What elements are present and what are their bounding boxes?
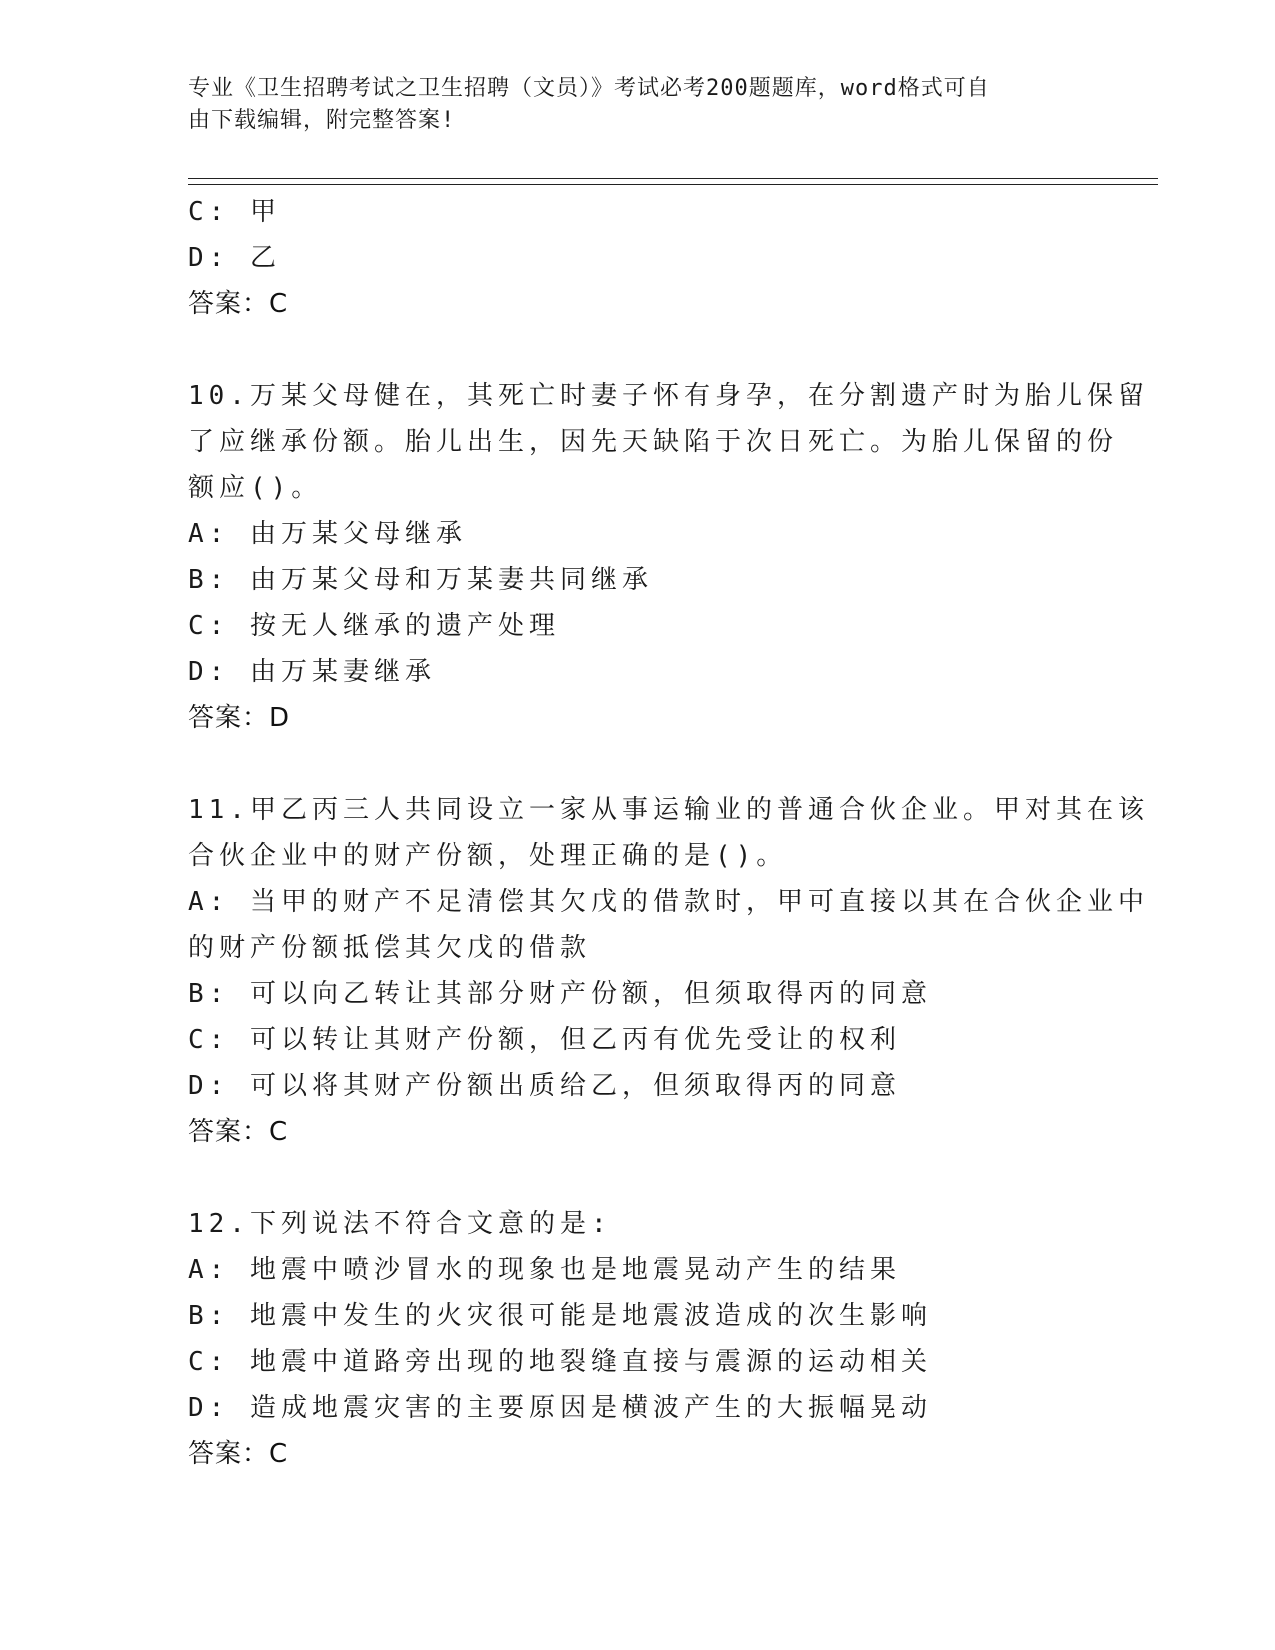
question-stem: 合伙企业中的财产份额，处理正确的是()。 [188,841,788,871]
question-11 [188,787,1149,1155]
answer-line: 答案：D [188,703,291,733]
answer-line: 答案：C [188,289,289,319]
option-a: A: 由万某父母继承 [188,519,467,549]
document-header [188,73,1068,137]
header-line-2: 由下载编辑，附完整答案! [188,108,456,133]
option-d: D: 造成地震灾害的主要原因是横波产生的大振幅晃动 [188,1393,932,1423]
question-stem: 12.下列说法不符合文意的是: [188,1209,612,1239]
option-a: A: 当甲的财产不足清偿其欠戊的借款时，甲可直接以其在合伙企业中 [188,887,1149,917]
answer-line: 答案：C [188,1117,289,1147]
question-12 [188,1201,1088,1477]
spacer [188,327,1088,373]
header-divider-bottom [188,184,1158,185]
option-d: D: 乙 [188,243,281,273]
option-c: C: 地震中道路旁出现的地裂缝直接与震源的运动相关 [188,1347,932,1377]
option-d: D: 由万某妻继承 [188,657,436,687]
question-stem: 10.万某父母健在，其死亡时妻子怀有身孕，在分割遗产时为胎儿保留 [188,381,1149,411]
option-c: C: 可以转让其财产份额，但乙丙有优先受让的权利 [188,1025,901,1055]
option-a-continued: 的财产份额抵偿其欠戊的借款 [188,933,592,963]
answer-line: 答案：C [188,1439,289,1469]
header-line-1: 专业《卫生招聘考试之卫生招聘（文员）》考试必考200题题库，word格式可自 [188,76,990,101]
option-b: B: 地震中发生的火灾很可能是地震波造成的次生影响 [188,1301,932,1331]
question-9-tail [188,189,1088,327]
question-stem: 额应()。 [188,473,323,503]
spacer [188,1155,1088,1201]
option-c: C: 甲 [188,197,281,227]
question-10 [188,373,1149,741]
question-stem: 了应继承份额。胎儿出生，因先天缺陷于次日死亡。为胎儿保留的份 [188,427,1119,457]
option-b: B: 由万某父母和万某妻共同继承 [188,565,653,595]
header-divider-top [188,178,1158,179]
spacer [188,741,1088,787]
option-d: D: 可以将其财产份额出质给乙，但须取得丙的同意 [188,1071,901,1101]
question-stem: 11.甲乙丙三人共同设立一家从事运输业的普通合伙企业。甲对其在该 [188,795,1149,825]
option-a: A: 地震中喷沙冒水的现象也是地震晃动产生的结果 [188,1255,901,1285]
option-b: B: 可以向乙转让其部分财产份额，但须取得丙的同意 [188,979,932,1009]
question-list [188,189,1149,1477]
option-c: C: 按无人继承的遗产处理 [188,611,560,641]
